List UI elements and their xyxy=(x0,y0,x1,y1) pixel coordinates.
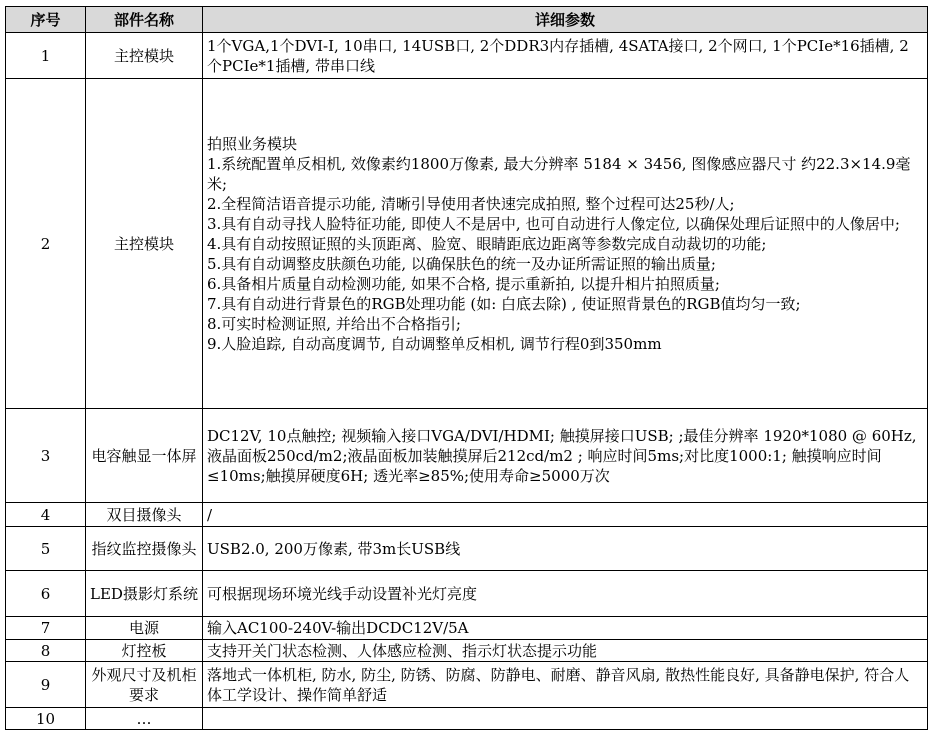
detail-line: 7.具有自动进行背景色的RGB处理功能 (如: 白底去除) , 使证照背景色的RGB值均匀一致; xyxy=(207,294,801,313)
row-detail xyxy=(203,640,928,662)
row-detail xyxy=(203,617,928,640)
row-name: … xyxy=(86,708,203,730)
row-detail xyxy=(203,33,928,79)
row-detail xyxy=(203,79,928,409)
spec-table-container xyxy=(5,6,928,730)
detail-line: 5.具有自动调整皮肤颜色功能, 以确保肤色的统一及办证所需证照的输出质量; xyxy=(207,254,716,273)
table-row xyxy=(6,503,928,527)
detail-line: 6.具备相片质量自动检测功能, 如果不合格, 提示重新拍, 以提升相片拍照质量; xyxy=(207,274,720,293)
detail-line: 8.可实时检测证照, 并给出不合格指引; xyxy=(207,314,461,333)
row-detail xyxy=(203,527,928,571)
row-detail xyxy=(203,708,928,730)
table-row xyxy=(6,79,928,409)
row-index: 6 xyxy=(6,571,86,617)
row-name: 电源 xyxy=(86,617,203,640)
row-name: 主控模块 xyxy=(86,33,203,79)
row-index: 5 xyxy=(6,527,86,571)
row-name: 主控模块 xyxy=(86,79,203,409)
row-index: 7 xyxy=(6,617,86,640)
detail-line: USB2.0, 200万像素, 带3m长USB线 xyxy=(207,539,461,558)
table-row xyxy=(6,527,928,571)
table-row xyxy=(6,571,928,617)
row-index: 10 xyxy=(6,708,86,730)
detail-line: 拍照业务模块 xyxy=(207,134,298,153)
detail-line: 9.人脸追踪, 自动高度调节, 自动调整单反相机, 调节行程0到350mm xyxy=(207,334,662,353)
detail-line: 1.系统配置单反相机, 效像素约1800万像素, 最大分辨率 5184 × 3456, 图像感应器尺寸 约22.3×14.9毫米; xyxy=(207,154,911,193)
table-row xyxy=(6,33,928,79)
detail-line: 可根据现场环境光线手动设置补光灯亮度 xyxy=(207,584,478,603)
header-detail: 详细参数 xyxy=(203,7,928,33)
table-row xyxy=(6,409,928,503)
row-detail xyxy=(203,571,928,617)
table-row xyxy=(6,708,928,730)
spec-table xyxy=(5,6,928,730)
row-name: 灯控板 xyxy=(86,640,203,662)
detail-line: 3.具有自动寻找人脸特征功能, 即使人不是居中, 也可自动进行人像定位, 以确保处理后证照中的人像居中; xyxy=(207,214,900,233)
row-detail xyxy=(203,503,928,527)
table-row xyxy=(6,617,928,640)
header-row xyxy=(6,7,928,33)
detail-line: 1个VGA,1个DVI-I, 10串口, 14USB口, 2个DDR3内存插槽, 4SATA接口, 2个网口, 1个PCIe*16插槽, 2个PCIe*1插槽, 带串口线 xyxy=(207,36,909,75)
row-detail xyxy=(203,409,928,503)
detail-line: DC12V, 10点触控; 视频输入接口VGA/DVI/HDMI; 触摸屏接口USB; ;最佳分辨率 1920*1080 @ 60Hz, 液晶面板250cd/m2;液晶面板加装触摸屏后212cd/m2 ; 响应时间5ms;对比度1000:1; 触摸响应时间≤10ms;触摸屏硬度6H; 透光率≥85%;使用寿命≥5000万次 xyxy=(207,426,917,485)
row-index: 3 xyxy=(6,409,86,503)
detail-line: 支持开关门状态检测、人体感应检测、指示灯状态提示功能 xyxy=(207,641,598,660)
header-index: 序号 xyxy=(6,7,86,33)
detail-line: 4.具有自动按照证照的头顶距离、脸宽、眼睛距底边距离等参数完成自动裁切的功能; xyxy=(207,234,767,253)
row-index: 4 xyxy=(6,503,86,527)
row-index: 9 xyxy=(6,662,86,708)
detail-line: 2.全程简洁语音提示功能, 清晰引导使用者快速完成拍照, 整个过程可达25秒/人; xyxy=(207,194,735,213)
detail-line: 输入AC100-240V-输出DCDC12V/5A xyxy=(207,619,469,637)
row-index: 2 xyxy=(6,79,86,409)
row-index: 1 xyxy=(6,33,86,79)
row-index: 8 xyxy=(6,640,86,662)
detail-line: / xyxy=(207,505,213,524)
row-name: 指纹监控摄像头 xyxy=(86,527,203,571)
detail-line: 落地式一体机柜, 防水, 防尘, 防锈、防腐、防静电、耐磨、静音风扇, 散热性能良好, 具备静电保护, 符合人体工学设计、操作简单舒适 xyxy=(207,665,910,704)
table-row xyxy=(6,662,928,708)
row-name: 外观尺寸及机柜要求 xyxy=(86,662,203,708)
table-row xyxy=(6,640,928,662)
row-name: LED摄影灯系统 xyxy=(86,571,203,617)
row-name: 电容触显一体屏 xyxy=(86,409,203,503)
header-name: 部件名称 xyxy=(86,7,203,33)
row-name: 双目摄像头 xyxy=(86,503,203,527)
row-detail xyxy=(203,662,928,708)
